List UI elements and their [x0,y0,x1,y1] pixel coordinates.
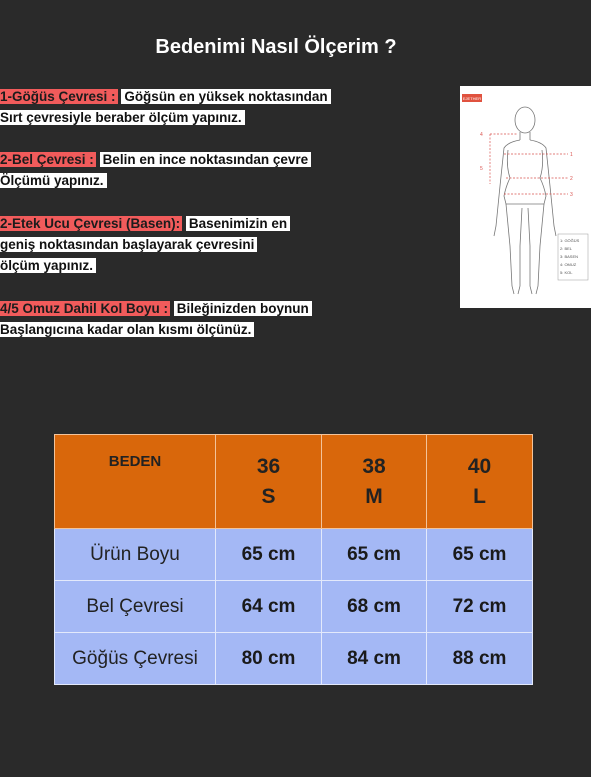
instruction-sleeve-cont [0,320,254,340]
table-cell: 65 cm [322,529,427,581]
row-label: Göğüs Çevresi [55,633,216,685]
page-title: Bedenimi Nasıl Ölçerim ? [155,36,397,58]
legend-item: 2: BEL [560,246,573,251]
instruction-label: 1-Göğüs Çevresi : [0,89,116,104]
header-size-36 [216,435,322,529]
instruction-text: ölçüm yapınız. [0,258,96,273]
instruction-text: Göğsün en yüksek noktasından [121,89,330,104]
size-letter: S [261,484,276,508]
table-cell: 64 cm [216,581,322,633]
legend-item: 4: OMUZ [560,262,577,267]
row-label: Ürün Boyu [55,529,216,581]
table-row [55,529,533,581]
table-cell: 80 cm [216,633,322,685]
table-cell: 72 cm [427,581,533,633]
instruction-text: geniş noktasından başlayarak çevresini [0,237,257,252]
instruction-chest-cont [0,108,245,128]
legend-item: 5: KOL [560,270,573,275]
legend-item: 3: BASEN [560,254,579,259]
instruction-text: Başlangıcına kadar olan kısmı ölçünüz. [0,322,254,337]
header-size-40 [427,435,533,529]
mark-hip: 3 [570,192,573,198]
instruction-chest [0,87,331,107]
size-number: 36 [256,454,281,478]
table-header-row [55,435,533,529]
instruction-text: Ölçümü yapınız. [0,173,107,188]
legend-item: 1: GÖĞÜS [560,238,580,243]
table-row [55,633,533,685]
size-number: 38 [362,454,386,478]
instruction-hip-cont2 [0,256,96,276]
table-cell: 88 cm [427,633,533,685]
mark-chest: 1 [570,152,573,158]
instruction-waist-cont [0,171,107,191]
instruction-text: Basenimizin en [186,216,290,231]
mark-waist: 2 [570,176,573,182]
instruction-sleeve [0,299,312,319]
mark-shoulder: 4 [480,132,483,138]
body-silhouette-image [460,86,591,308]
figure-tag-text: EJETHER [462,96,482,101]
size-chart-table [54,434,533,685]
measurement-figure [460,86,591,308]
size-letter: L [473,484,486,508]
size-letter: M [365,484,383,508]
header-size-38 [322,435,427,529]
instruction-hip-cont [0,235,257,255]
table-cell: 84 cm [322,633,427,685]
size-number: 40 [467,454,492,478]
instruction-text: Sırt çevresiyle beraber ölçüm yapınız. [0,110,245,125]
header-size-label: BEDEN [55,435,216,529]
instruction-waist [0,150,311,170]
table-cell: 68 cm [322,581,427,633]
instruction-label: 2-Bel Çevresi : [0,152,94,167]
table-cell: 65 cm [427,529,533,581]
row-label: Bel Çevresi [55,581,216,633]
table-row [55,581,533,633]
instruction-label: 2-Etek Ucu Çevresi (Basen): [0,216,181,231]
instruction-text: Belin en ince noktasından çevre [100,152,312,167]
table-cell: 65 cm [216,529,322,581]
instruction-label: 4/5 Omuz Dahil Kol Boyu : [0,301,169,316]
mark-sleeve: 5 [480,166,483,172]
instruction-text: Bileğinizden boynun [174,301,312,316]
instruction-hip [0,214,290,234]
